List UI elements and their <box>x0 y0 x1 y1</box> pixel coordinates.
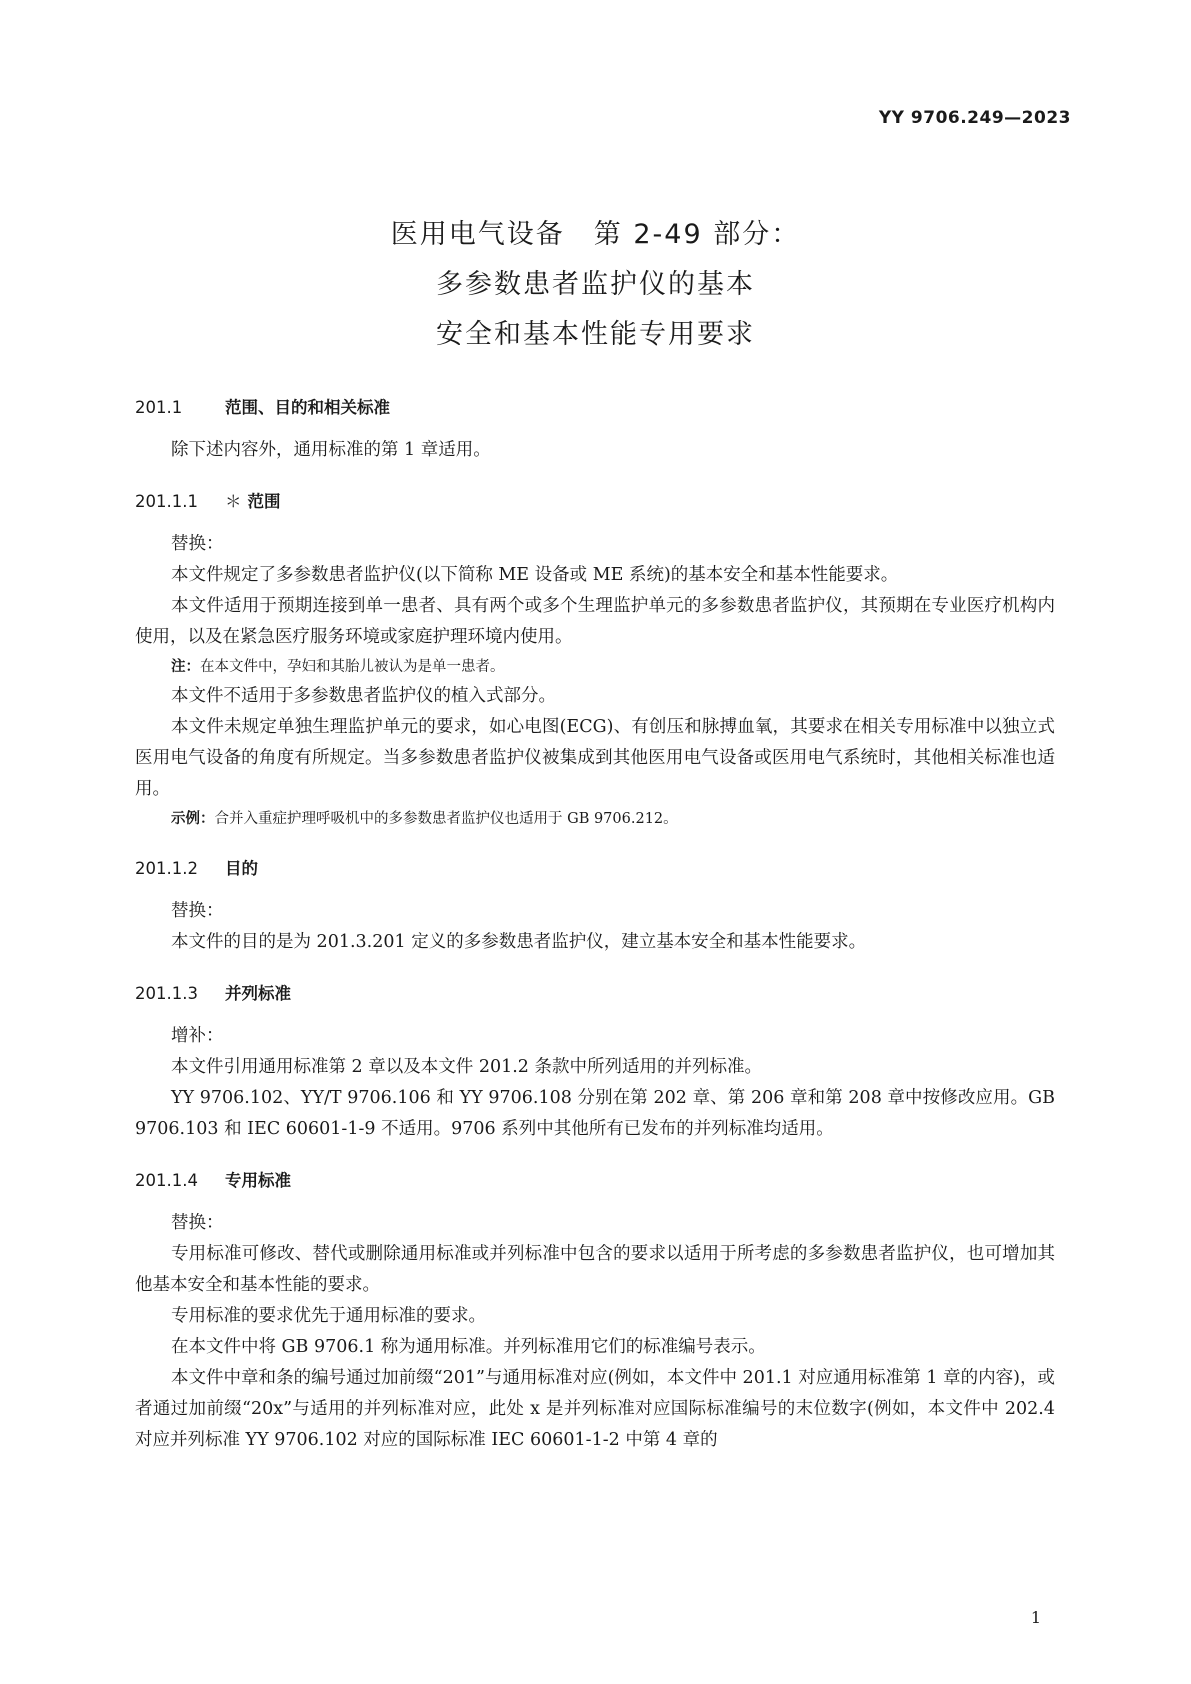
section-number: 201.1.2 <box>135 859 198 878</box>
section-title: 专用标准 <box>225 1171 291 1190</box>
standard-code: YY 9706.249—2023 <box>878 108 1071 128</box>
title-line-3: 安全和基本性能专用要求 <box>436 319 755 350</box>
addition-label: 增补： <box>171 1026 224 1046</box>
section-heading-201-1-3 <box>135 978 1055 1009</box>
paragraph: 本文件未规定单独生理监护单元的要求，如心电图(ECG)、有创压和脉搏血氧，其要求在相关专用标准中以独立式医用电气设备的角度有所规定。当多参数患者监护仪被集成到其他医用电气设备或医用电气系统时，其他相关标准也适用。 <box>135 717 1055 799</box>
section-number: 201.1 <box>135 398 183 417</box>
section-number: 201.1.4 <box>135 1171 198 1190</box>
section-title: 范围、目的和相关标准 <box>225 398 390 417</box>
paragraph: 本文件中章和条的编号通过加前缀“201”与通用标准对应(例如，本文件中 201.1 对应通用标准第 1 章的内容)，或者通过加前缀“20x”与适用的并列标准对应，此处 x 是并列标准对应国际标准编号的末位数字(例如，本文件中 202.4 对应并列标准 YY 9706.102 对应的国际标准 IEC 60601-1-2 中第 4 章的 <box>135 1368 1055 1450</box>
section-title: 并列标准 <box>225 984 291 1003</box>
title-line-1: 医用电气设备 第 2-49 部分： <box>390 219 801 250</box>
title-line-2: 多参数患者监护仪的基本 <box>436 269 755 300</box>
replacement-label: 替换： <box>171 1213 224 1233</box>
section-heading-201-1-1 <box>135 486 1055 517</box>
asterisk-mark: ＊ <box>225 492 242 511</box>
paragraph: 在本文件中将 GB 9706.1 称为通用标准。并列标准用它们的标准编号表示。 <box>171 1337 766 1357</box>
section-heading-201-1-4 <box>135 1165 1055 1196</box>
example-label: 示例： <box>171 811 215 827</box>
section-number: 201.1.3 <box>135 984 198 1003</box>
example-text: 合并入重症护理呼吸机中的多参数患者监护仪也适用于 GB 9706.212。 <box>214 811 678 827</box>
paragraph: 除下述内容外，通用标准的第 1 章适用。 <box>171 440 491 460</box>
paragraph: 专用标准可修改、替代或删除通用标准或并列标准中包含的要求以适用于所考虑的多参数患者监护仪，也可增加其他基本安全和基本性能的要求。 <box>135 1244 1055 1295</box>
note-text: 在本文件中，孕妇和其胎儿被认为是单一患者。 <box>200 659 505 675</box>
paragraph: 本文件不适用于多参数患者监护仪的植入式部分。 <box>171 686 556 706</box>
example <box>135 805 1055 833</box>
section-title: 范围 <box>247 492 281 511</box>
replacement-label: 替换： <box>171 901 224 921</box>
paragraph: 专用标准的要求优先于通用标准的要求。 <box>171 1306 486 1326</box>
paragraph: 本文件适用于预期连接到单一患者、具有两个或多个生理监护单元的多参数患者监护仪，其预期在专业医疗机构内使用，以及在紧急医疗服务环境或家庭护理环境内使用。 <box>135 596 1055 647</box>
paragraph: 本文件引用通用标准第 2 章以及本文件 201.2 条款中所列适用的并列标准。 <box>171 1057 762 1077</box>
note <box>135 653 1055 681</box>
note-label: 注： <box>171 659 200 675</box>
section-heading-201-1-2 <box>135 853 1055 884</box>
document-title <box>0 210 1191 360</box>
page-number: 1 <box>1030 1608 1041 1627</box>
paragraph: YY 9706.102、YY/T 9706.106 和 YY 9706.108 分别在第 202 章、第 206 章和第 208 章中按修改应用。GB 9706.103 和 IEC 60601-1-9 不适用。9706 系列中其他所有已发布的并列标准均适用。 <box>135 1088 1055 1139</box>
paragraph: 本文件的目的是为 201.3.201 定义的多参数患者监护仪，建立基本安全和基本性能要求。 <box>171 932 867 952</box>
section-number: 201.1.1 <box>135 492 198 511</box>
section-title: 目的 <box>225 859 258 878</box>
section-heading-201-1 <box>135 392 1055 423</box>
document-body <box>135 392 1055 1456</box>
paragraph: 本文件规定了多参数患者监护仪(以下简称 ME 设备或 ME 系统)的基本安全和基本性能要求。 <box>171 565 899 585</box>
replacement-label: 替换： <box>171 534 224 554</box>
